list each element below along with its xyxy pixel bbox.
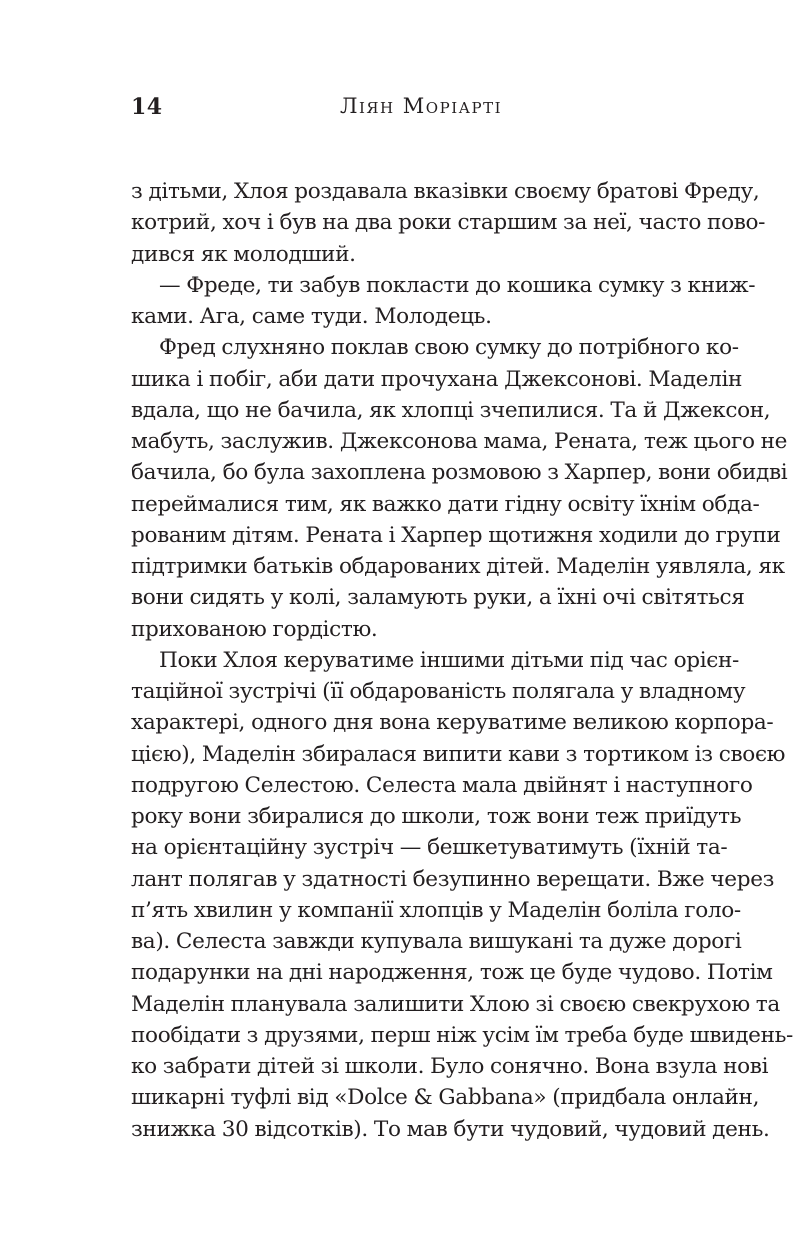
- text-line: вони сидять у колі, заламують руки, а їхні очі світяться: [131, 585, 745, 611]
- text-line: підтримки батьків обдарованих дітей. Маделін уявляла, як: [131, 554, 785, 579]
- text-line: ва). Селеста завжди купувала вишукані та дуже дорогі: [131, 929, 742, 954]
- text-line: подарунки на дні народження, тож це буде чудово. Потім: [131, 960, 773, 986]
- text-line: п’ять хвилин у компанії хлопців у Маделін боліла голо-: [131, 897, 741, 923]
- text-line: цією), Маделін збиралася випити кави з тортиком із своєю: [131, 741, 786, 767]
- text-line: — Фреде, ти забув покласти до кошика сумку з книж-: [159, 272, 756, 298]
- text-line: ко забрати дітей зі школи. Було сонячно. Вона взула нові: [131, 1054, 769, 1079]
- text-line: лант полягав у здатності безупинно верещати. Вже через: [131, 866, 775, 892]
- text-line: бачила, бо була захоплена розмовою з Харпер, вони обидві: [131, 460, 788, 486]
- text-line: характері, одного дня вона керуватиме великою корпора-: [131, 710, 774, 736]
- text-line: шикарні туфлі від «Dolce & Gabbana» (придбала онлайн,: [131, 1085, 760, 1111]
- text-line: року вони збиралися до школи, тож вони теж приїдуть: [131, 804, 742, 829]
- text-line: ками. Ага, саме туди. Молодець.: [131, 304, 492, 329]
- text-line: подругою Селестою. Селеста мала двійнят і наступного: [131, 772, 753, 798]
- text-line: вдала, що не бачила, як хлопці зчепилися. Та й Джексон,: [131, 397, 771, 423]
- text-line: Маделін планувала залишити Хлою зі своєю свекрухою та: [131, 991, 780, 1017]
- text-line: таційної зустрічі (її обдарованість полягала у владному: [131, 679, 746, 704]
- body-text: [131, 176, 793, 1145]
- text-line: переймалися тим, як важко дати гідну освіту їхнім обда-: [131, 491, 760, 517]
- text-line: Фред слухняно поклав свою сумку до потрібного ко-: [159, 335, 739, 361]
- page-number: 14: [131, 94, 163, 120]
- text-line: Поки Хлоя керуватиме іншими дітьми під час орієн-: [159, 647, 739, 673]
- text-line: з дітьми, Хлоя роздавала вказівки своєму братові Фреду,: [131, 179, 760, 204]
- text-line: рованим дітям. Рената і Харпер щотижня ходили до групи: [131, 522, 781, 548]
- text-line: на орієнтаційну зустріч — бешкетуватимуть (їхній та-: [131, 835, 728, 861]
- text-line: котрий, хоч і був на два роки старшим за неї, часто пово-: [131, 210, 766, 236]
- running-head: [131, 94, 711, 126]
- text-line: знижка 30 відсотків). То мав бути чудовий, чудовий день.: [131, 1116, 770, 1142]
- text-line: шика і побіг, аби дати прочухана Джексонові. Маделін: [131, 366, 743, 392]
- text-line: пообідати з друзями, перш ніж усім їм треба буде швидень-: [131, 1022, 793, 1048]
- text-line: мабуть, заслужив. Джексонова мама, Рената, теж цього не: [131, 429, 788, 454]
- text-line: прихованою гордістю.: [131, 616, 378, 642]
- text-line: дився як молодший.: [131, 241, 356, 267]
- author-name: Ліян Моріарті: [339, 94, 503, 118]
